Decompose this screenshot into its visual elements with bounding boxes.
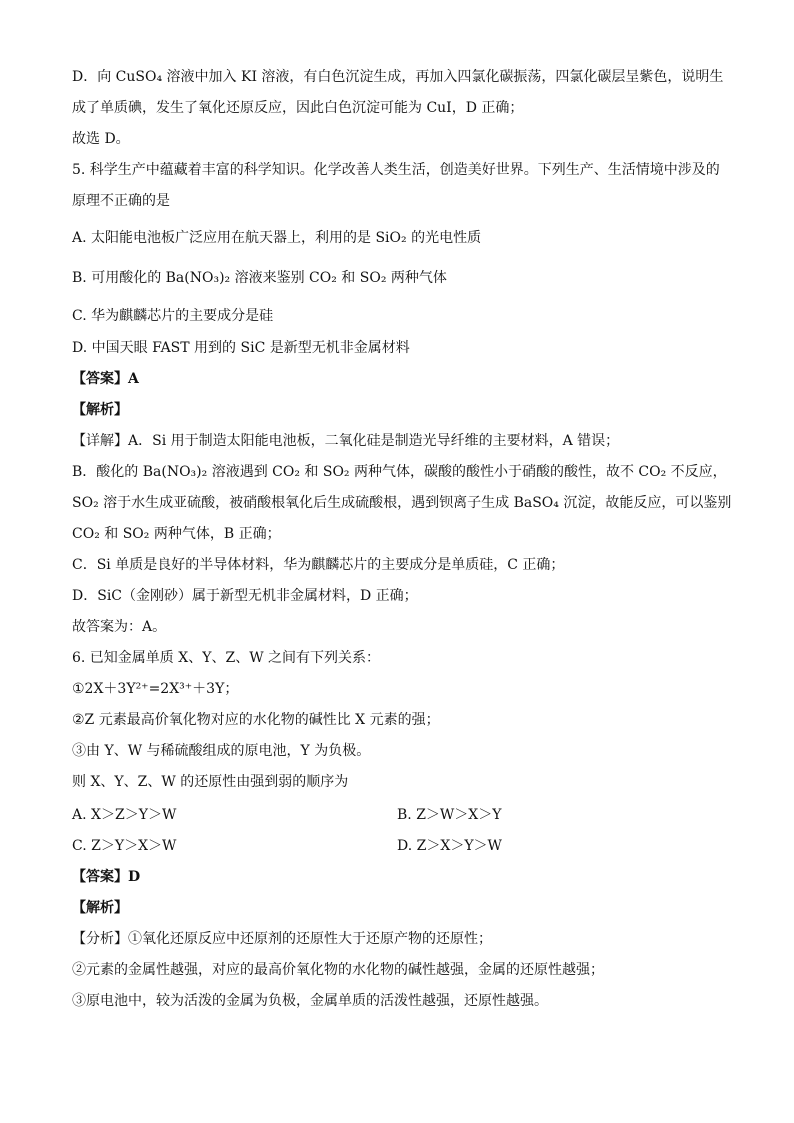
option-b: B. 可用酸化的 Ba(NO₃)₂ 溶液来鉴别 CO₂ 和 SO₂ 两种气体 (72, 270, 447, 286)
text-line: C．Si 单质是良好的半导体材料，华为麒麟芯片的主要成分是单质硅，C 正确； (72, 557, 565, 573)
analysis-label: 【解析】 (72, 900, 128, 916)
text-line: 故答案为：A。 (72, 619, 167, 635)
text-line: ②Z 元素最高价氧化物对应的水化物的碱性比 X 元素的强； (72, 712, 440, 728)
option-c: C. Z＞Y＞X＞W (72, 838, 177, 854)
text-line: 原理不正确的是 (72, 193, 170, 209)
text-line: CO₂ 和 SO₂ 两种气体，B 正确； (72, 526, 281, 542)
option-b: B. Z＞W＞X＞Y (397, 807, 502, 823)
question-5-stem: 5. 科学生产中蕴藏着丰富的科学知识。化学改善人类生活，创造美好世界。下列生产、生活情境中涉及的 (72, 162, 720, 178)
option-d: D. 中国天眼 FAST 用到的 SiC 是新型无机非金属材料 (72, 340, 410, 356)
text-line: D．SiC（金刚砂）属于新型无机非金属材料，D 正确； (72, 588, 418, 604)
text-line: 则 X、Y、Z、W 的还原性由强到弱的顺序为 (72, 774, 349, 790)
text-line: B．酸化的 Ba(NO₃)₂ 溶液遇到 CO₂ 和 SO₂ 两种气体，碳酸的酸性小于硝酸的酸性，故不 CO₂ 不反应， (72, 464, 727, 480)
option-c: C. 华为麒麟芯片的主要成分是硅 (72, 308, 274, 324)
text-line: D．向 CuSO₄ 溶液中加入 KI 溶液，有白色沉淀生成，再加入四氯化碳振荡，四氯化碳层呈紫色，说明生 (72, 69, 724, 85)
text-line: 成了单质碘，发生了氧化还原反应，因此白色沉淀可能为 CuI，D 正确； (72, 100, 524, 116)
analysis-label: 【解析】 (72, 402, 128, 418)
text-line: ②元素的金属性越强，对应的最高价氧化物的水化物的碱性越强，金属的还原性越强； (72, 962, 604, 978)
option-d: D. Z＞X＞Y＞W (397, 838, 502, 854)
question-6-stem: 6. 已知金属单质 X、Y、Z、W 之间有下列关系： (72, 650, 381, 666)
text-line: 【分析】①氧化还原反应中还原剂的还原性大于还原产物的还原性； (72, 931, 492, 947)
text-line: ③原电池中，较为活泼的金属为负极，金属单质的活泼性越强，还原性越强。 (72, 993, 548, 1009)
text-line: 故选 D。 (72, 131, 130, 147)
text-line: ①2X＋3Y²⁺=2X³⁺＋3Y； (72, 681, 239, 697)
text-line: SO₂ 溶于水生成亚硫酸，被硝酸根氧化后生成硫酸根，遇到钡离子生成 BaSO₄ 沉淀，故能反应，可以鉴别 (72, 495, 732, 511)
option-a: A. X＞Z＞Y＞W (72, 807, 177, 823)
text-line: ③由 Y、W 与稀硫酸组成的原电池，Y 为负极。 (72, 743, 371, 759)
text-line: 【详解】A．Si 用于制造太阳能电池板，二氧化硅是制造光导纤维的主要材料，A 错误； (72, 433, 620, 449)
option-a: A. 太阳能电池板广泛应用在航天器上，利用的是 SiO₂ 的光电性质 (72, 230, 482, 246)
answer-label: 【答案】D (72, 869, 141, 885)
answer-label: 【答案】A (72, 371, 139, 387)
